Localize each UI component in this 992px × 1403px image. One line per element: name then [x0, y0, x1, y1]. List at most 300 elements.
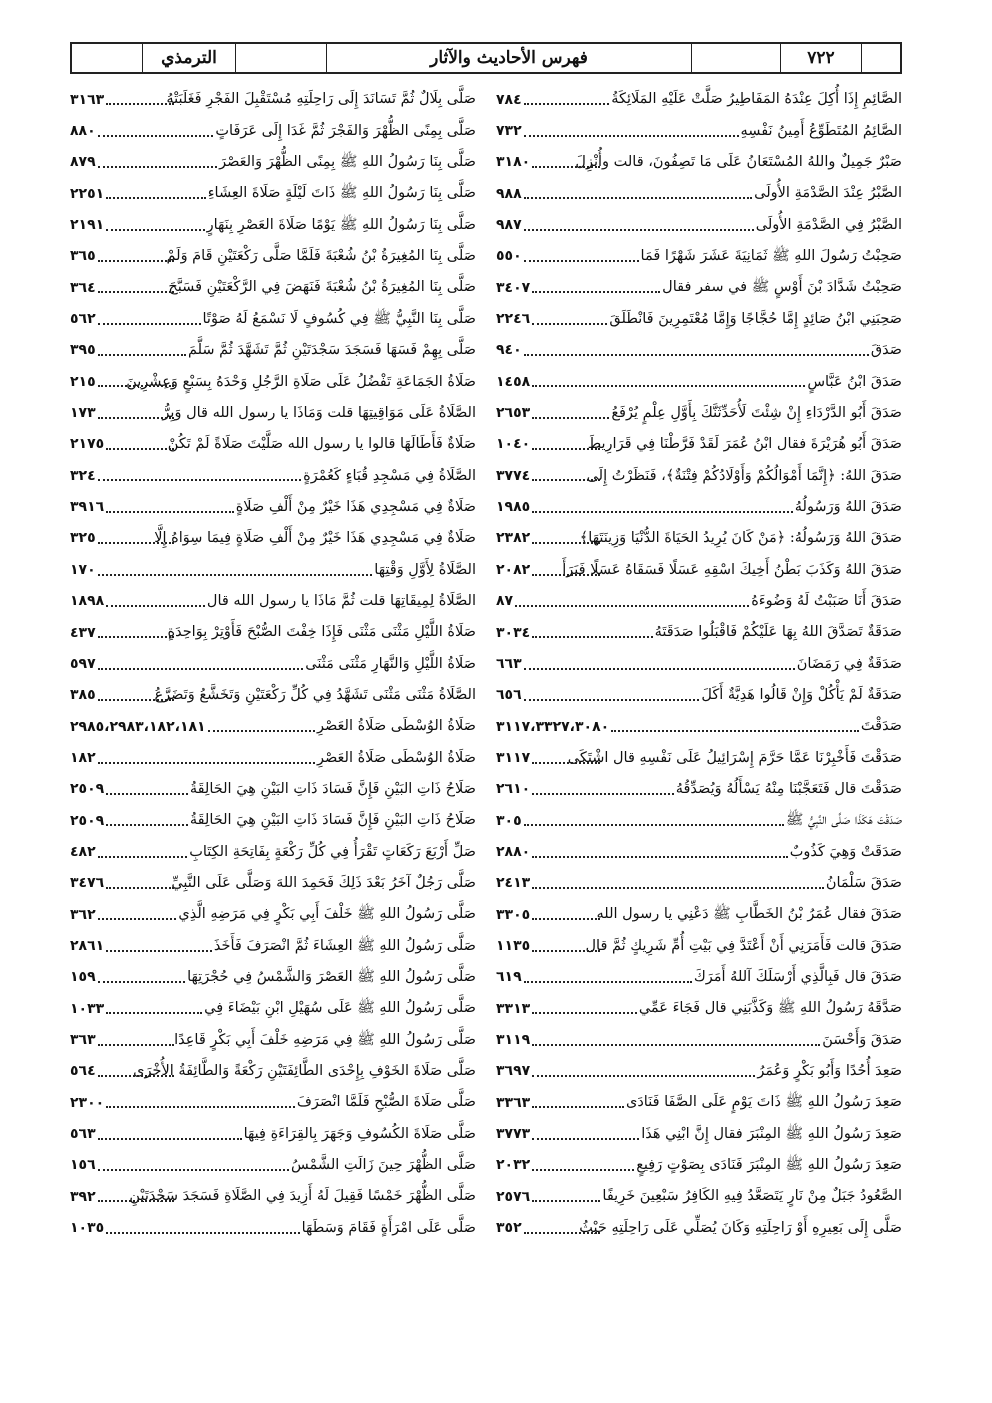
hadith-number: ٧٣٢ — [496, 123, 522, 140]
index-entry — [496, 930, 902, 961]
index-entry — [70, 241, 476, 272]
hadith-number: ٢١٧٥ — [70, 436, 105, 453]
entry-text: صَدَقَ قال فَبِالَّذِي أَرْسَلَكَ آللهُ أَمَرَكَ — [693, 969, 902, 986]
entry-text: صَدَقَتْ وَهِيَ كَذُوبٌ — [789, 843, 902, 860]
hadith-number: ٦١٩ — [496, 969, 522, 986]
index-entry — [496, 366, 902, 397]
dot-leader — [98, 917, 177, 920]
entry-text: صَدَقَ اللهُ وَرَسُولُهُ — [794, 498, 902, 515]
book-name: الترمذي — [142, 44, 235, 72]
dot-leader — [532, 541, 600, 544]
index-entry — [496, 84, 902, 115]
entry-text: صَدَقَ — [870, 342, 902, 359]
entry-text: صَدَقَ سَلْمَانُ — [825, 875, 902, 892]
index-entry — [70, 774, 476, 805]
index-entry — [70, 429, 476, 460]
index-entry — [70, 209, 476, 240]
index-entry — [70, 868, 476, 899]
entry-text: صَلَّى صَلَاةَ الكُسُوفِ وَجَهَرَ بِالقِرَاءَةِ فِيهَا — [243, 1125, 476, 1142]
hadith-number: ٥٦٣ — [70, 1126, 96, 1143]
hadith-number: ١١٣٥ — [496, 937, 531, 954]
hadith-number: ١٥٩ — [70, 969, 96, 986]
dot-leader — [524, 1231, 600, 1234]
index-entry — [70, 84, 476, 115]
index-entry — [496, 1056, 902, 1087]
dot-leader — [106, 886, 174, 889]
entry-text: صَلِّ أَرْبَعَ رَكَعَاتٍ تَقْرَأُ فِي كُلِّ رَكْعَةٍ بِفَاتِحَةِ الكِتَابِ — [189, 843, 476, 860]
hadith-number: ٥٦٤ — [70, 1063, 96, 1080]
index-entry — [70, 115, 476, 146]
dot-leader — [532, 917, 600, 920]
entry-text: صَلَّى بِلَالٌ ثُمَّ تَسَانَدَ إِلَى رَاحِلَتِهِ مُسْتَقْبِلَ الفَجْرِ فَغَلَبَتْهُ — [166, 91, 476, 108]
hadith-number: ٩٤٠ — [496, 342, 522, 359]
index-entry — [496, 460, 902, 491]
dot-leader — [106, 1231, 299, 1234]
dot-leader — [98, 416, 174, 419]
hadith-number: ١٧٠ — [70, 561, 96, 578]
index-entry — [496, 774, 902, 805]
index-entry — [70, 742, 476, 773]
entry-text: صَلَّى بِهِمْ فَسَهَا فَسَجَدَ سَجْدَتَيْنِ ثُمَّ تَشَهَّدَ ثُمَّ سَلَّمَ — [187, 342, 476, 359]
hadith-number: ٨٧٩ — [70, 154, 96, 171]
entry-text: صَلَّى رَسُولُ اللهِ ﷺ العَصْرَ وَالشَّمْسُ فِي حُجْرَتِهَا — [187, 969, 476, 986]
index-entry — [496, 1181, 902, 1212]
index-columns — [70, 84, 902, 1244]
dot-leader — [98, 384, 174, 387]
dot-leader — [106, 1105, 295, 1108]
dot-leader — [524, 102, 610, 105]
hadith-number: ١٠٤٠ — [496, 436, 531, 453]
entry-text: صَدَقَ أَبُو هُرَيْرَةَ فقال ابْنُ عُمَرَ لَقَدْ فَرَّطْنَا فِي قَرَارِيطَ — [587, 436, 902, 453]
dot-leader — [106, 823, 188, 826]
header-blank-cell — [235, 44, 326, 72]
dot-leader — [611, 729, 859, 732]
dot-leader — [98, 980, 185, 983]
dot-leader — [532, 1168, 634, 1171]
dot-leader — [98, 761, 315, 764]
dot-leader — [98, 1199, 174, 1202]
entry-text: صَدَقْتَ هَكَذَا صَلَّى النَّبِيُّ ﷺ — [785, 812, 902, 829]
dot-leader — [524, 980, 692, 983]
dot-leader — [106, 510, 234, 513]
entry-text: الصَّلَاةُ فِي مَسْجِدِ قُبَاءٍ كَعُمْرَةٍ — [303, 467, 476, 484]
dot-leader — [532, 761, 600, 764]
hadith-number: ٢٥٠٩ — [70, 781, 105, 798]
index-entry — [496, 1024, 902, 1055]
entry-text: صَلَّى إِلَى بَعِيرِهِ أَوْ رَاحِلَتِهِ وَكَانَ يُصَلِّي عَلَى رَاحِلَتِهِ حَيْثُ — [579, 1219, 902, 1236]
hadith-number: ٣٠٣٤ — [496, 624, 531, 641]
entry-text: صَلَاةُ الوُسْطَى صَلَاةُ العَصْرِ — [316, 749, 476, 766]
dot-leader — [532, 1043, 820, 1046]
hadith-number: ٣٥٢ — [496, 1220, 522, 1237]
dot-leader — [532, 1199, 600, 1202]
index-entry — [496, 962, 902, 993]
entry-text: صَلَّى عَلَى امْرَأَةٍ فَقَامَ وَسَطَهَا — [301, 1219, 476, 1236]
dot-leader — [532, 384, 805, 387]
index-entry — [496, 648, 902, 679]
entry-text: صَعِدَ رَسُولُ اللهِ ﷺ ذَاتَ يَوْمٍ عَلَى الصَّفَا فَنَادَى — [626, 1094, 902, 1111]
dot-leader — [524, 667, 795, 670]
dot-leader — [98, 1043, 174, 1046]
hadith-number: ٢٠٣٢ — [496, 1157, 531, 1174]
dot-leader — [98, 541, 174, 544]
hadith-number: ١٩٨٥ — [496, 499, 531, 516]
hadith-number: ٣٤٠٧ — [496, 279, 531, 296]
index-entry — [70, 460, 476, 491]
hadith-number: ٢٨٦١ — [70, 937, 105, 954]
hadith-number: ٨٧ — [496, 593, 514, 610]
index-entry — [496, 1150, 902, 1181]
dot-leader — [106, 447, 174, 450]
dot-leader — [98, 573, 373, 576]
entry-text: صَلَّى بِمِنًى الظُّهْرَ وَالفَجْرَ ثُمَّ غَدَا إِلَى عَرَفَاتٍ — [215, 122, 476, 139]
index-entry — [70, 836, 476, 867]
entry-text: صَلَّى الظُّهْرَ حِينَ زَالَتِ الشَّمْسُ — [291, 1157, 476, 1174]
entry-text: صَحِبْتُ رَسُولَ اللهِ ﷺ ثَمَانِيَةَ عَشَرَ شَهْرًا فَمَا — [640, 248, 902, 265]
index-entry — [496, 303, 902, 334]
entry-text: صَلَّى بِنَا المُغِيرَةُ بْنُ شُعْبَةَ فَنَهَضَ فِي الرَّكْعَتَيْنِ فَسَبَّحَ — [168, 279, 476, 296]
hadith-number: ٢٢٥١ — [70, 185, 105, 202]
entry-text: الصَّلَاةُ مَثْنَى مَثْنَى تَشَهَّدُ فِي كُلِّ رَكْعَتَيْنِ وَتَخَشَّعُ وَتَضَرَّعُ — [154, 686, 476, 703]
entry-text: الصَّلَاةُ لِأَوَّلِ وَقْتِهَا — [374, 561, 476, 578]
entry-text: صَدَقَ فقال عُمَرُ بْنُ الخَطَّابِ ﷺ دَعْنِي يا رسول الله — [596, 906, 902, 923]
dot-leader — [524, 259, 639, 262]
hadith-number: ٢٢٤٦ — [496, 311, 531, 328]
index-entry — [496, 1118, 902, 1149]
hadith-number: ٢١٩١ — [70, 217, 105, 234]
entry-text: صَدَقْتَ — [860, 718, 902, 735]
entry-text: صَلَاةٌ فَأَطَالَهَا قالوا يا رسول الله صَلَّيْتَ صَلَاةً لَمْ تَكُنْ — [167, 436, 476, 453]
dot-leader — [524, 823, 784, 826]
index-entry — [496, 335, 902, 366]
dot-leader — [208, 729, 315, 732]
entry-text: صَلَّى رَسُولُ اللهِ ﷺ خَلْفَ أَبِي بَكْرٍ فِي مَرَضِهِ الَّذِي — [178, 906, 476, 923]
hadith-number: ١٤٥٨ — [496, 373, 531, 390]
index-entry — [70, 1181, 476, 1212]
entry-text: الصَّلَاةُ لِمِيقَاتِهَا قلت ثُمَّ مَاذَا يا رسول الله قال — [206, 592, 476, 609]
entry-text: صَلَاةٌ فِي مَسْجِدِي هَذَا خَيْرٌ مِنْ أَلْفِ صَلَاةٍ — [235, 498, 476, 515]
index-entry — [496, 147, 902, 178]
entry-text: صَلَّى بِنَا المُغِيرَةُ بْنُ شُعْبَةَ فَلَمَّا صَلَّى رَكْعَتَيْنِ قَامَ وَلَمْ — [166, 248, 476, 265]
index-entry — [496, 241, 902, 272]
dot-leader — [98, 1168, 289, 1171]
hadith-number: ١٠٣٣ — [70, 1000, 105, 1017]
hadith-number: ٢٨٨٠ — [496, 843, 531, 860]
dot-leader — [98, 259, 174, 262]
hadith-number: ٣٣١٣ — [496, 1000, 531, 1017]
dot-leader — [106, 1011, 202, 1014]
hadith-number: ٣٣٠٥ — [496, 906, 531, 923]
index-entry — [70, 805, 476, 836]
dot-leader — [98, 635, 174, 638]
hadith-number: ٦٥٦ — [496, 687, 522, 704]
hadith-number: ٩٨٧ — [496, 217, 522, 234]
dot-leader — [524, 134, 739, 137]
dot-leader — [532, 792, 674, 795]
entry-text: صَلَاحُ ذَاتِ البَيْنِ فَإِنَّ فَسَادَ ذَاتِ البَيْنِ هِيَ الحَالِقَةُ — [189, 812, 476, 829]
hadith-number: ١٥٦ — [70, 1157, 96, 1174]
entry-text: صَدَقْتَ فَأَخْبِرْنَا عَمَّا حَرَّمَ إِسْرَائِيلُ عَلَى نَفْسِهِ قال اشْتَكَى — [567, 749, 902, 766]
hadith-number: ٣١٦٣ — [70, 91, 105, 108]
dot-leader — [532, 1011, 637, 1014]
entry-text: صَلَاحُ ذَاتِ البَيْنِ فَإِنَّ فَسَادَ ذَاتِ البَيْنِ هِيَ الحَالِقَةُ — [189, 780, 476, 797]
dot-leader — [532, 290, 660, 293]
entry-text: صَدَقْتَ قال فَتَعَجَّبْنَا مِنْهُ يَسْأَلُهُ وَيُصَدِّقُهُ — [675, 780, 902, 797]
index-entry — [496, 491, 902, 522]
hadith-number: ٣٦٥ — [70, 248, 96, 265]
index-entry — [496, 115, 902, 146]
entry-text: صَلَّى بِنَا رَسُولُ اللهِ ﷺ بِمِنًى الظُّهْرَ وَالعَصْرَ — [219, 154, 476, 171]
hadith-number: ٣٤٧٦ — [70, 875, 105, 892]
hadith-number: ٢٣٠٠ — [70, 1094, 105, 1111]
page-header — [70, 42, 902, 74]
index-entry — [70, 930, 476, 961]
dot-leader — [532, 447, 600, 450]
entry-text: صَلَاةُ اللَّيْلِ مَثْنَى مَثْنَى فَإِذَا خِفْتَ الصُّبْحَ فَأَوْتِرْ بِوَاحِدَةٍ — [167, 624, 476, 641]
entry-text: صَلَاةُ اللَّيْلِ وَالنَّهَارِ مَثْنَى مَثْنَى — [305, 655, 476, 672]
hadith-number: ٥٩٧ — [70, 655, 96, 672]
hadith-number: ٤٣٧ — [70, 624, 96, 641]
entry-text: صَلَاةُ الجَمَاعَةِ تَفْضُلُ عَلَى صَلَاةِ الرَّجُلِ وَحْدَهُ بِسَبْعٍ وَعِشْرِينَ — [126, 373, 476, 390]
hadith-number: ١٠٣٥ — [70, 1220, 105, 1237]
dot-leader — [106, 102, 174, 105]
index-entry — [70, 993, 476, 1024]
index-entry — [70, 962, 476, 993]
dot-leader — [106, 196, 206, 199]
dot-leader — [532, 573, 600, 576]
entry-text: صَلَّى رَسُولُ اللهِ ﷺ عَلَى سُهَيْلِ ابْنِ بَيْضَاءَ فِي — [204, 1000, 476, 1017]
hadith-number: ٣٦٤ — [70, 279, 96, 296]
entry-text: صَلَّى رَسُولُ اللهِ ﷺ العِشَاءَ ثُمَّ انْصَرَفَ فَأَخَذَ — [213, 937, 476, 954]
dot-leader — [532, 1105, 624, 1108]
index-entry — [496, 680, 902, 711]
dot-leader — [524, 196, 753, 199]
hadith-number: ٢٠٨٢ — [496, 561, 531, 578]
dot-leader — [515, 604, 749, 607]
hadith-number: ٥٥٠ — [496, 248, 522, 265]
hadith-number: ٩٨٨ — [496, 185, 522, 202]
index-entry — [496, 523, 902, 554]
entry-text: صَدَقَةٌ فِي رَمَضَانَ — [796, 655, 902, 672]
hadith-number: ٣٧٧٤ — [496, 467, 531, 484]
entry-text: صَدَقَ ابْنُ عَبَّاسٍ — [807, 373, 902, 390]
header-blank-cell — [72, 44, 142, 72]
dot-leader — [532, 322, 607, 325]
dot-leader — [98, 855, 188, 858]
hadith-number: ٤٨٢ — [70, 843, 96, 860]
index-entry — [70, 147, 476, 178]
dot-leader — [98, 134, 214, 137]
entry-text: صَلَاةٌ فِي مَسْجِدِي هَذَا خَيْرٌ مِنْ أَلْفِ صَلَاةٍ فِيمَا سِوَاهُ إِلَّا — [154, 530, 476, 547]
entry-text: الصَّبْرُ عِنْدَ الصَّدْمَةِ الأُولَى — [754, 185, 902, 202]
entry-text: الصَّائِمِ إِذَا أُكِلَ عِنْدَهُ المَفَاطِيرُ صَلَّتْ عَلَيْهِ المَلَائِكَةُ — [611, 91, 902, 108]
entry-text: صَدَقَ اللهُ: ﴿إِنَّمَا أَمْوَالُكُمْ وَأَوْلَادُكُمْ فِتْنَةٌ﴾، فَنَظَرْتُ إِلَى — [586, 467, 902, 484]
dot-leader — [524, 353, 869, 356]
dot-leader — [98, 353, 186, 356]
index-entry — [70, 272, 476, 303]
index-entry — [496, 899, 902, 930]
dot-leader — [524, 228, 754, 231]
index-entry — [70, 648, 476, 679]
hadith-number: ٢٤١٣ — [496, 875, 531, 892]
index-entry — [496, 836, 902, 867]
page-title: فهرس الأحاديث والآثار — [326, 44, 691, 72]
hadith-number: ٢٦٥٣ — [496, 405, 531, 422]
hadith-number: ٣١١٩ — [496, 1031, 531, 1048]
hadith-number: ٣٦٩٧ — [496, 1063, 531, 1080]
index-entry — [70, 1212, 476, 1243]
entry-text: صَدَّقَهُ رَسُولُ اللهِ ﷺ وَكَذَّبَنِي قال فَجَاءَ عَمِّي — [638, 1000, 902, 1017]
header-blank-cell — [691, 44, 780, 72]
entry-text: صَلَاةُ الوُسْطَى صَلَاةُ العَصْرِ — [316, 718, 476, 735]
entry-text: صَدَقَ اللهُ وَرَسُولُهُ: ﴿مَنْ كَانَ يُرِيدُ الحَيَاةَ الدُّنْيَا وَزِينَتَهَا﴾ — [579, 530, 902, 547]
hadith-number: ٣١١٧،٣٣٢٧،٣٠٨٠ — [496, 718, 610, 735]
index-entry — [496, 586, 902, 617]
header-blank-cell — [861, 44, 900, 72]
entry-text: صَحِبْتُ شَدَّادَ بْنَ أَوْسٍ ﷺ في سفر فقال — [662, 279, 902, 296]
index-entry — [496, 742, 902, 773]
hadith-number: ٣٨٥ — [70, 687, 96, 704]
dot-leader — [98, 165, 217, 168]
entry-text: صَعِدَ أُحُدًا وَأَبُو بَكْرٍ وَعُمَرُ — [757, 1063, 902, 1080]
index-entry — [496, 805, 902, 836]
entry-text: صَلَّى رَجُلٌ آخَرُ بَعْدَ ذَلِكَ فَحَمِدَ اللهَ وَصَلَّى عَلَى النَّبِيِّ — [171, 875, 476, 892]
entry-text: صَبْرٌ جَمِيلٌ واللهُ المُسْتَعَانُ عَلَى مَا تَصِفُونَ، قالت وأُنْزِلَ — [575, 154, 902, 171]
entry-text: الصَّائِمُ المُتَطَوِّعُ أَمِينُ نَفْسِهِ — [740, 122, 902, 139]
dot-leader — [532, 165, 600, 168]
entry-text: صَدَقَ أَبُو الدَّرْدَاءِ إِنْ شِئْتَ لَأُحَدِّثَنَّكَ بِأَوَّلِ عِلْمٍ يُرْفَعُ — [611, 404, 902, 421]
dot-leader — [98, 290, 174, 293]
hadith-number: ٣٩٥ — [70, 342, 96, 359]
index-entry — [496, 711, 902, 742]
hadith-number: ٣٢٥ — [70, 530, 96, 547]
dot-leader — [532, 510, 793, 513]
index-entry — [70, 1150, 476, 1181]
dot-leader — [106, 949, 212, 952]
entry-text: صَلَّى بِنَا رَسُولُ اللهِ ﷺ ذَاتَ لَيْلَةٍ صَلَاةَ العِشَاءِ — [207, 185, 476, 202]
index-entry — [496, 868, 902, 899]
index-entry — [70, 303, 476, 334]
index-entry — [70, 899, 476, 930]
dot-leader — [532, 949, 600, 952]
entry-text: صَلَّى الظُّهْرَ خَمْسًا فَقِيلَ لَهُ أَزِيدَ فِي الصَّلَاةِ فَسَجَدَ سَجْدَتَيْنِ — [129, 1188, 476, 1205]
index-entry — [496, 617, 902, 648]
hadith-number: ٣٣٦٣ — [496, 1094, 531, 1111]
dot-leader — [532, 478, 600, 481]
dot-leader — [532, 855, 788, 858]
dot-leader — [106, 792, 188, 795]
entry-text: الصَّبْرُ فِي الصَّدْمَةِ الأُولَى — [755, 216, 902, 233]
dot-leader — [106, 228, 204, 231]
entry-text: صَدَقَةٌ لَمْ يَأْكُلْ وَإِنْ قَالُوا هَدِيَّةٌ أَكَلَ — [701, 686, 902, 703]
hadith-number: ٣١١٧ — [496, 749, 531, 766]
index-entry — [70, 523, 476, 554]
hadith-number: ٣٦٢ — [70, 906, 96, 923]
entry-text: الصَّعُودُ جَبَلٌ مِنْ نَارٍ يَتَصَعَّدُ فِيهِ الكَافِرُ سَبْعِينَ خَرِيفًا — [602, 1188, 902, 1205]
left-column — [70, 84, 476, 1244]
index-entry — [70, 1024, 476, 1055]
entry-text: صَعِدَ رَسُولُ اللهِ ﷺ المِنْبَرَ فَنَادَى بِصَوْتٍ رَفِيعٍ — [636, 1157, 902, 1174]
dot-leader — [532, 416, 609, 419]
index-entry — [70, 178, 476, 209]
right-column — [496, 84, 902, 1244]
entry-text: صَدَقَ وَأَحْسَنَ — [822, 1031, 902, 1048]
hadith-number: ٢١٥ — [70, 373, 96, 390]
hadith-number: ٣٢٤ — [70, 467, 96, 484]
dot-leader — [524, 698, 700, 701]
index-entry — [496, 209, 902, 240]
entry-text: صَلَّى بِنَا رَسُولُ اللهِ ﷺ يَوْمًا صَلَاةَ العَصْرِ بِنَهَارٍ — [206, 216, 476, 233]
index-entry — [496, 178, 902, 209]
hadith-number: ٢٥٠٩ — [70, 812, 105, 829]
hadith-number: ١٨٩٨ — [70, 593, 105, 610]
index-entry — [496, 993, 902, 1024]
hadith-number: ٢٩٨٥،٢٩٨٣،١٨٢،١٨١ — [70, 718, 206, 735]
entry-text: صَدَقَ أَنَا صَبَبْتُ لَهُ وَضُوءَهُ — [751, 592, 902, 609]
hadith-number: ٢٥٧٦ — [496, 1188, 531, 1205]
entry-text: صَلَّى بِنَا النَّبِيُّ ﷺ فِي كُسُوفٍ لَا نَسْمَعُ لَهُ صَوْتًا — [202, 310, 476, 327]
index-entry — [496, 554, 902, 585]
index-entry — [70, 366, 476, 397]
index-entry — [496, 429, 902, 460]
entry-text: صَدَقَ قالت فَأَمَرَنِي أَنْ أَعْتَدَّ فِي بَيْتِ أُمِّ شَرِيكٍ ثُمَّ قال — [585, 937, 902, 954]
hadith-number: ٣٧٧٣ — [496, 1126, 531, 1143]
index-entry — [496, 1212, 902, 1243]
hadith-number: ٥٦٢ — [70, 311, 96, 328]
dot-leader — [106, 604, 205, 607]
index-entry — [70, 1087, 476, 1118]
entry-text: صَلَّى رَسُولُ اللهِ ﷺ فِي مَرَضِهِ خَلْفَ أَبِي بَكْرٍ قَاعِدًا — [174, 1031, 476, 1048]
dot-leader — [98, 667, 304, 670]
hadith-number: ٢٣٨٢ — [496, 530, 531, 547]
hadith-number: ٣٩١٦ — [70, 499, 105, 516]
index-entry — [70, 1118, 476, 1149]
dot-leader — [98, 1137, 242, 1140]
index-entry — [70, 711, 476, 742]
hadith-number: ٣٩٢ — [70, 1188, 96, 1205]
dot-leader — [532, 1137, 639, 1140]
hadith-number: ٣٠٥ — [496, 812, 522, 829]
entry-text: الصَّلَاةُ عَلَى مَوَاقِيتِهَا قلت وَمَاذَا يا رسول الله قال وَبِرُّ — [162, 404, 476, 421]
index-entry — [70, 617, 476, 648]
index-entry — [496, 272, 902, 303]
dot-leader — [98, 1074, 174, 1077]
index-entry — [70, 335, 476, 366]
dot-leader — [98, 698, 174, 701]
hadith-number: ٨٨٠ — [70, 123, 96, 140]
index-entry — [496, 397, 902, 428]
index-entry — [496, 1087, 902, 1118]
dot-leader — [98, 478, 302, 481]
dot-leader — [532, 886, 824, 889]
page-number: ٧٢٢ — [780, 44, 861, 72]
entry-text: صَدَقَةٌ تَصَدَّقَ اللهُ بِهَا عَلَيْكُمْ فَاقْبَلُوا صَدَقَتَهُ — [654, 624, 902, 641]
entry-text: صَدَقَ اللهُ وَكَذَبَ بَطْنُ أَخِيكَ اسْقِهِ عَسَلًا فَسَقَاهُ عَسَلًا فَبَرَأَ — [562, 561, 902, 578]
index-entry — [70, 680, 476, 711]
entry-text: صَحِبَنِي ابْنُ صَائِدٍ إِمَّا حُجَّاجًا وَإِمَّا مُعْتَمِرِينَ فَانْطَلَقَ — [609, 310, 902, 327]
hadith-number: ١٧٣ — [70, 405, 96, 422]
index-entry — [70, 554, 476, 585]
hadith-number: ٣١٨٠ — [496, 154, 531, 171]
dot-leader — [532, 1074, 755, 1077]
entry-text: صَلَّى صَلَاةَ الصُّبْحِ فَلَمَّا انْصَرَفَ — [296, 1094, 476, 1111]
hadith-number: ٦٦٣ — [496, 655, 522, 672]
hadith-number: ٢٦١٠ — [496, 781, 531, 798]
hadith-number: ١٨٢ — [70, 749, 96, 766]
index-entry — [70, 586, 476, 617]
hadith-number: ٣٦٣ — [70, 1031, 96, 1048]
dot-leader — [98, 322, 201, 325]
